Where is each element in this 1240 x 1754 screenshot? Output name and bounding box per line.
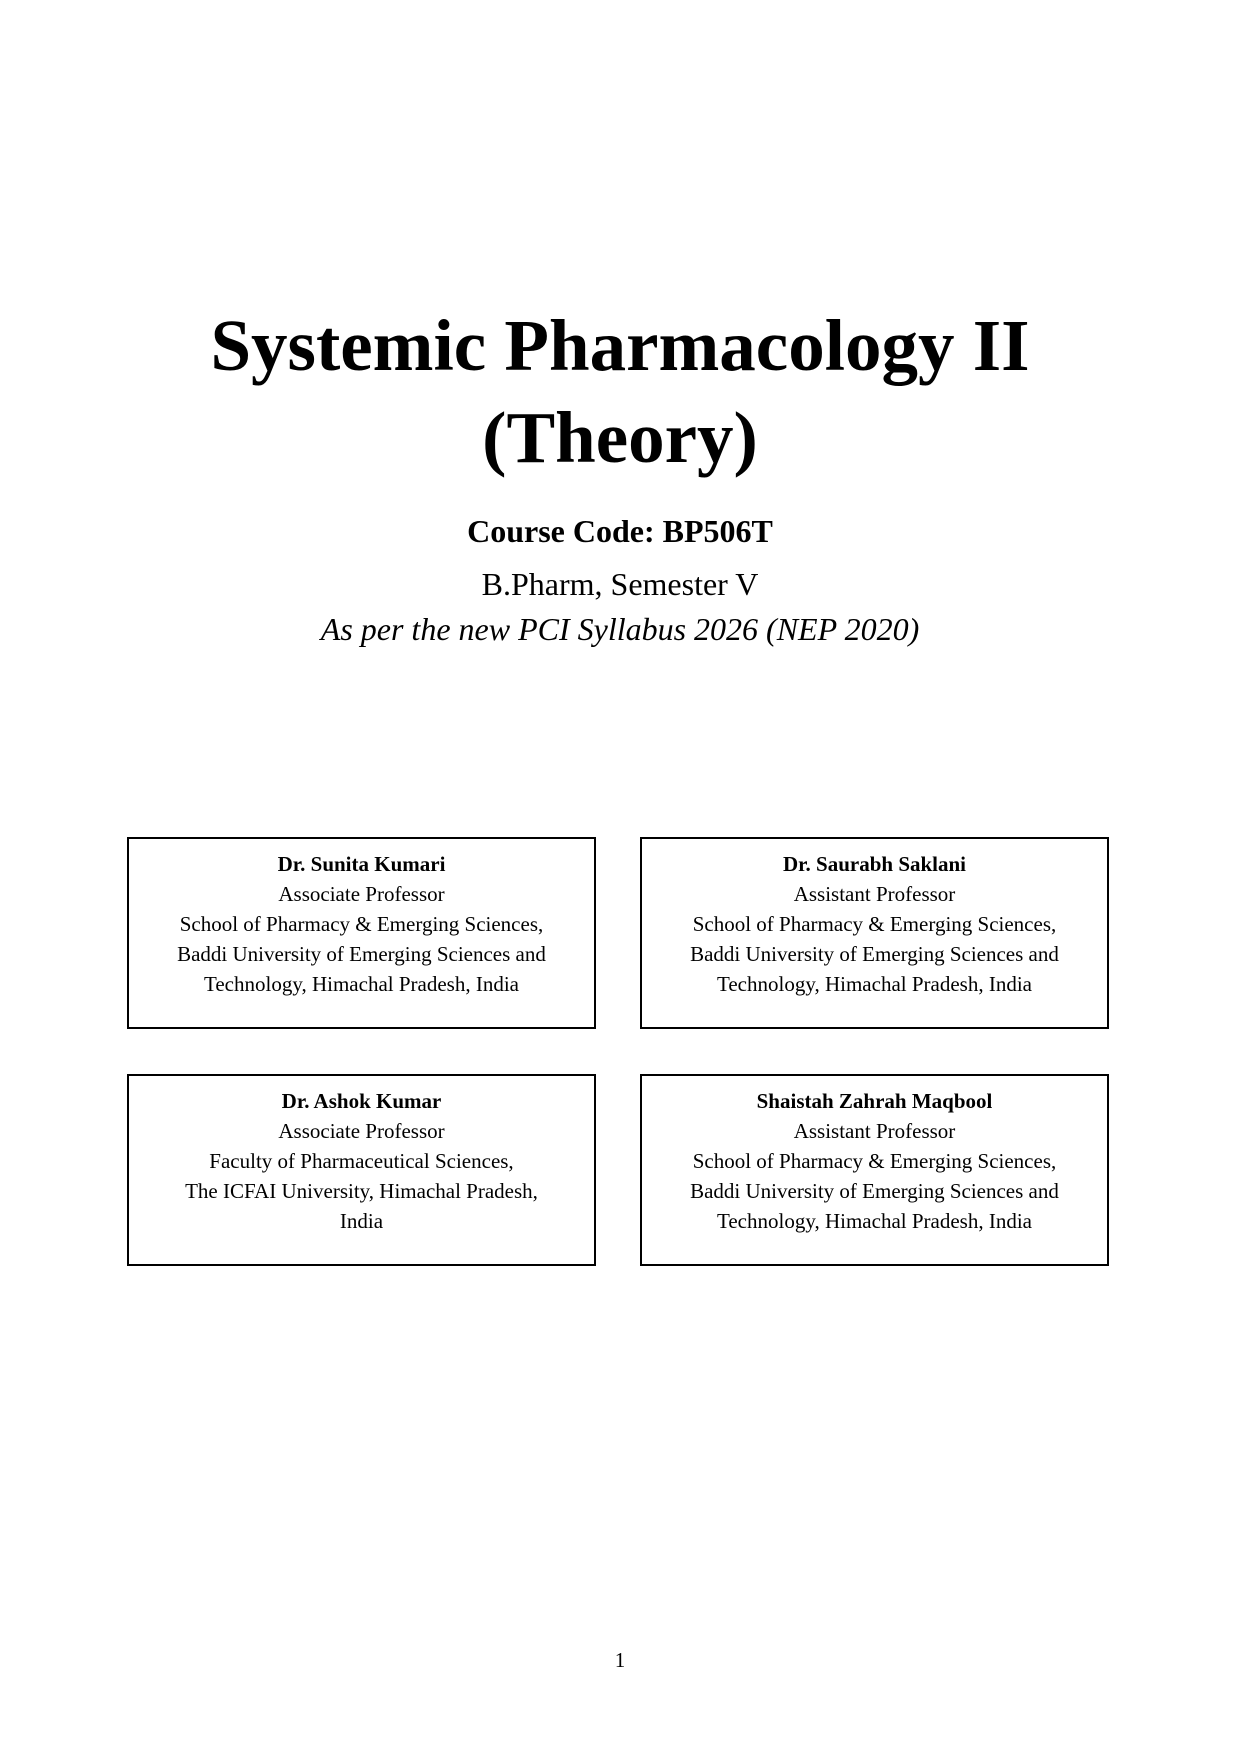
author-designation: Assistant Professor xyxy=(793,882,956,906)
course-code: Course Code: BP506T xyxy=(467,513,773,549)
author-affiliation-line: The ICFAI University, Himachal Pradesh, xyxy=(185,1179,538,1203)
author-affiliation-line: Baddi University of Emerging Sciences and xyxy=(690,942,1059,966)
author-affiliation-line: Technology, Himachal Pradesh, India xyxy=(717,972,1032,996)
document-title xyxy=(0,300,1240,484)
author-affiliation-line: School of Pharmacy & Emerging Sciences, xyxy=(692,912,1057,936)
author-affiliation-line: Baddi University of Emerging Sciences and xyxy=(690,1179,1059,1203)
author-affiliation-line: Technology, Himachal Pradesh, India xyxy=(204,972,519,996)
author-affiliation-line: Technology, Himachal Pradesh, India xyxy=(717,1209,1032,1233)
author-affiliation-line: School of Pharmacy & Emerging Sciences, xyxy=(179,912,544,936)
author-card xyxy=(127,837,596,1029)
title-line-1: Systemic Pharmacology II xyxy=(210,305,1030,386)
author-affiliation-line: Faculty of Pharmaceutical Sciences, xyxy=(209,1149,514,1173)
page-number: 1 xyxy=(614,1648,626,1672)
author-name: Shaistah Zahrah Maqbool xyxy=(756,1089,993,1113)
author-card xyxy=(640,837,1109,1029)
author-designation: Associate Professor xyxy=(278,882,445,906)
author-affiliation-line: School of Pharmacy & Emerging Sciences, xyxy=(692,1149,1057,1173)
syllabus-note: As per the new PCI Syllabus 2026 (NEP 2020) xyxy=(320,611,920,647)
author-designation: Associate Professor xyxy=(278,1119,445,1143)
author-designation: Assistant Professor xyxy=(793,1119,956,1143)
author-name: Dr. Ashok Kumar xyxy=(281,1089,442,1113)
author-name: Dr. Sunita Kumari xyxy=(277,852,446,876)
author-affiliation-line: India xyxy=(339,1209,384,1233)
author-name: Dr. Saurabh Saklani xyxy=(782,852,967,876)
program-semester: B.Pharm, Semester V xyxy=(481,566,759,602)
author-card xyxy=(640,1074,1109,1266)
title-line-2: (Theory) xyxy=(482,397,758,478)
author-card xyxy=(127,1074,596,1266)
author-affiliation-line: Baddi University of Emerging Sciences and xyxy=(177,942,546,966)
